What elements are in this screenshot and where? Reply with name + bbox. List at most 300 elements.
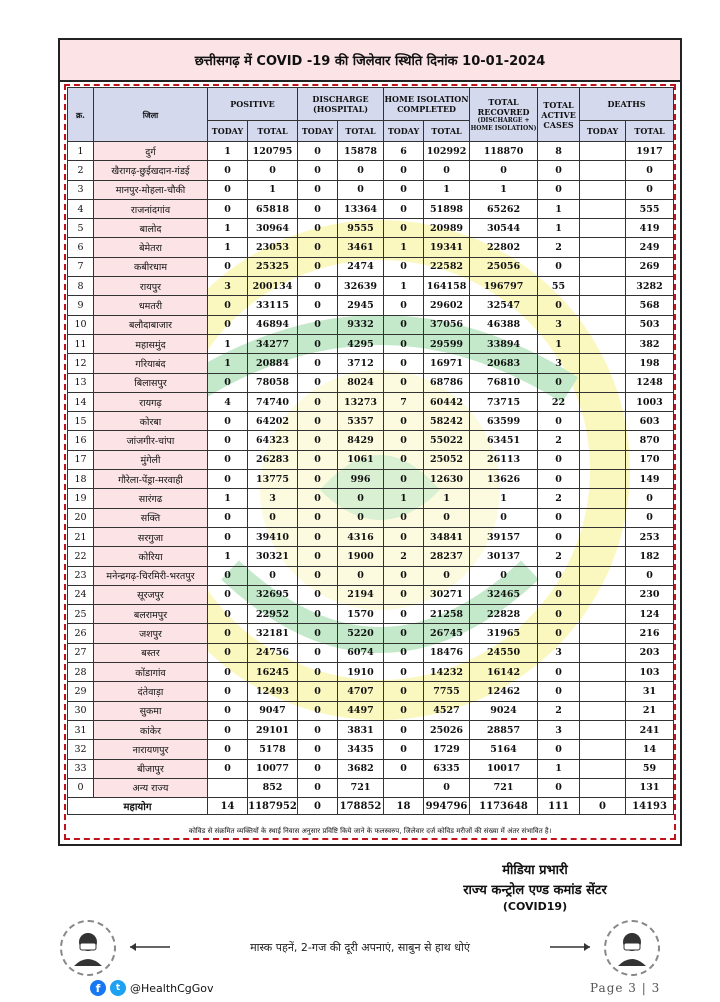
row-value: 0 (384, 663, 424, 682)
row-value: 249 (626, 238, 674, 257)
table-row (68, 180, 674, 199)
row-value: 23053 (248, 238, 298, 257)
row-district: मुंगेली (94, 450, 208, 469)
row-value: 3 (538, 643, 580, 662)
row-value: 30137 (470, 547, 538, 566)
row-value: 29599 (424, 334, 470, 353)
row-value: 0 (248, 508, 298, 527)
row-value: 65262 (470, 199, 538, 218)
header-deaths: DEATHS (580, 88, 674, 121)
row-value: 0 (298, 219, 338, 238)
row-value: 1 (384, 489, 424, 508)
row-sno: 0 (68, 778, 94, 797)
row-value: 0 (384, 315, 424, 334)
row-value: 3831 (338, 720, 384, 739)
row-value: 0 (298, 315, 338, 334)
row-value: 1 (248, 180, 298, 199)
row-value: 0 (424, 566, 470, 585)
row-value: 32181 (248, 624, 298, 643)
row-value: 0 (470, 566, 538, 585)
row-value (580, 277, 626, 296)
row-value: 1 (208, 547, 248, 566)
row-value (580, 431, 626, 450)
row-value: 555 (626, 199, 674, 218)
row-value: 2 (538, 489, 580, 508)
total-cell: 1173648 (470, 798, 538, 815)
row-value: 0 (338, 161, 384, 180)
row-value: 32465 (470, 585, 538, 604)
row-value: 1061 (338, 450, 384, 469)
row-value: 32547 (470, 296, 538, 315)
row-value: 0 (470, 161, 538, 180)
table-row (68, 778, 674, 797)
row-sno: 22 (68, 547, 94, 566)
row-value: 0 (338, 566, 384, 585)
row-sno: 26 (68, 624, 94, 643)
row-value: 0 (298, 585, 338, 604)
row-value: 0 (538, 624, 580, 643)
row-value: 1 (538, 219, 580, 238)
row-value: 24756 (248, 643, 298, 662)
row-value: 63451 (470, 431, 538, 450)
row-value: 0 (298, 277, 338, 296)
row-value: 103 (626, 663, 674, 682)
row-value: 0 (538, 778, 580, 797)
row-value: 8 (538, 142, 580, 161)
row-value: 76810 (470, 373, 538, 392)
row-value: 0 (298, 527, 338, 546)
row-sno: 5 (68, 219, 94, 238)
row-value: 1 (538, 759, 580, 778)
row-value: 20989 (424, 219, 470, 238)
row-value: 0 (298, 489, 338, 508)
row-value: 25056 (470, 257, 538, 276)
total-cell: 0 (298, 798, 338, 815)
row-district: दुर्ग (94, 142, 208, 161)
row-value: 0 (298, 334, 338, 353)
row-district: सक्ति (94, 508, 208, 527)
table-row (68, 392, 674, 411)
row-sno: 17 (68, 450, 94, 469)
table-row (68, 527, 674, 546)
row-value: 0 (384, 296, 424, 315)
header-positive-total: TOTAL (248, 121, 298, 142)
row-value (580, 180, 626, 199)
row-value: 0 (538, 373, 580, 392)
row-value: 0 (338, 489, 384, 508)
row-value: 0 (538, 470, 580, 489)
row-value: 25052 (424, 450, 470, 469)
row-value: 0 (208, 740, 248, 759)
row-value (580, 373, 626, 392)
row-district: खैरागढ़-छुईखदान-गंडई (94, 161, 208, 180)
row-value (580, 219, 626, 238)
row-district: कोरिया (94, 547, 208, 566)
row-value: 0 (384, 334, 424, 353)
row-value: 1 (538, 334, 580, 353)
row-value: 22828 (470, 605, 538, 624)
row-value: 0 (424, 161, 470, 180)
row-value: 0 (384, 605, 424, 624)
row-district: गरियाबंद (94, 354, 208, 373)
row-value: 0 (298, 354, 338, 373)
table-row (68, 547, 674, 566)
header-home-total: TOTAL (424, 121, 470, 142)
row-value: 0 (384, 624, 424, 643)
row-value: 2194 (338, 585, 384, 604)
row-district: रायपुर (94, 277, 208, 296)
row-value: 124 (626, 605, 674, 624)
row-value: 68786 (424, 373, 470, 392)
row-value: 4295 (338, 334, 384, 353)
row-value: 0 (208, 315, 248, 334)
table-row (68, 663, 674, 682)
row-value: 58242 (424, 412, 470, 431)
row-value: 0 (538, 663, 580, 682)
header-deaths-today: TODAY (580, 121, 626, 142)
row-value (580, 161, 626, 180)
row-value (384, 778, 424, 797)
row-sno: 12 (68, 354, 94, 373)
header-deaths-total: TOTAL (626, 121, 674, 142)
header-home-isolation: HOME ISOLATION COMPLETED (384, 88, 470, 121)
row-value: 4497 (338, 701, 384, 720)
row-value: 0 (298, 566, 338, 585)
row-value: 0 (384, 508, 424, 527)
row-value: 0 (208, 663, 248, 682)
row-value: 4316 (338, 527, 384, 546)
row-value: 1 (470, 489, 538, 508)
row-value: 13775 (248, 470, 298, 489)
row-district: सुकमा (94, 701, 208, 720)
row-value: 118870 (470, 142, 538, 161)
row-value: 34277 (248, 334, 298, 353)
row-value: 74740 (248, 392, 298, 411)
table-row (68, 219, 674, 238)
row-value: 8429 (338, 431, 384, 450)
row-value: 28237 (424, 547, 470, 566)
row-value: 0 (626, 508, 674, 527)
table-row (68, 354, 674, 373)
row-value: 33115 (248, 296, 298, 315)
row-value (580, 547, 626, 566)
row-value: 1 (384, 277, 424, 296)
row-value: 0 (384, 759, 424, 778)
table-row (68, 740, 674, 759)
row-sno: 24 (68, 585, 94, 604)
row-value: 0 (298, 720, 338, 739)
row-value: 0 (424, 778, 470, 797)
row-value: 12630 (424, 470, 470, 489)
row-value: 182 (626, 547, 674, 566)
row-value: 0 (298, 296, 338, 315)
row-sno: 25 (68, 605, 94, 624)
row-value: 3 (208, 277, 248, 296)
row-value: 2 (538, 238, 580, 257)
row-value: 0 (384, 257, 424, 276)
row-value: 51898 (424, 199, 470, 218)
row-value: 0 (338, 180, 384, 199)
header-home-today: TODAY (384, 121, 424, 142)
table-row (68, 605, 674, 624)
table-body (68, 142, 674, 798)
header-positive: POSITIVE (208, 88, 298, 121)
row-value: 26745 (424, 624, 470, 643)
row-value (208, 778, 248, 797)
row-value: 0 (538, 585, 580, 604)
row-value: 852 (248, 778, 298, 797)
table-row (68, 759, 674, 778)
header-positive-today: TODAY (208, 121, 248, 142)
table-row (68, 701, 674, 720)
row-value: 0 (208, 720, 248, 739)
row-district: नारायणपुर (94, 740, 208, 759)
row-value (580, 354, 626, 373)
social-handle[interactable] (90, 980, 214, 996)
row-value: 0 (538, 180, 580, 199)
row-value: 25325 (248, 257, 298, 276)
row-value: 3712 (338, 354, 384, 373)
row-value (580, 682, 626, 701)
row-value: 0 (298, 470, 338, 489)
row-value: 1900 (338, 547, 384, 566)
page-number: Page 3 | 3 (590, 981, 661, 995)
row-value: 0 (538, 566, 580, 585)
row-district: रायगढ़ (94, 392, 208, 411)
row-district: बलरामपुर (94, 605, 208, 624)
row-value: 1248 (626, 373, 674, 392)
row-value: 0 (538, 527, 580, 546)
row-value: 0 (208, 759, 248, 778)
row-value: 2 (538, 547, 580, 566)
row-value: 1 (208, 142, 248, 161)
table-row (68, 142, 674, 161)
row-sno: 31 (68, 720, 94, 739)
row-value: 0 (298, 412, 338, 431)
row-value: 568 (626, 296, 674, 315)
signature-line1: मीडिया प्रभारी (502, 863, 568, 878)
signature-line2: राज्य कन्ट्रोल एण्ड कमांड सेंटर (463, 883, 607, 898)
total-row (68, 798, 674, 815)
row-value: 0 (208, 257, 248, 276)
row-value: 253 (626, 527, 674, 546)
row-value: 721 (338, 778, 384, 797)
row-sno: 15 (68, 412, 94, 431)
row-value: 0 (338, 508, 384, 527)
row-value (580, 508, 626, 527)
row-value (580, 566, 626, 585)
table-row (68, 489, 674, 508)
row-value (580, 450, 626, 469)
row-value: 0 (298, 624, 338, 643)
row-value: 0 (384, 527, 424, 546)
row-value: 0 (298, 682, 338, 701)
footnote: कोविड से संक्रमित व्यक्तियों के स्थाई निवास अनुसार प्रविष्टि किये जाने के फलस्वरुप, जिलेवार दर्ज कोविड मरीजों की संख्या में अंतर संभावित है। (188, 827, 552, 835)
table-row (68, 257, 674, 276)
row-value: 0 (208, 643, 248, 662)
row-value: 120795 (248, 142, 298, 161)
row-value: 0 (384, 740, 424, 759)
row-value: 0 (538, 257, 580, 276)
row-value: 13626 (470, 470, 538, 489)
row-value: 0 (298, 605, 338, 624)
row-sno: 3 (68, 180, 94, 199)
row-value: 0 (384, 180, 424, 199)
row-sno: 8 (68, 277, 94, 296)
row-district: महासमुंद (94, 334, 208, 353)
row-district: कांकेर (94, 720, 208, 739)
row-value: 16971 (424, 354, 470, 373)
row-district: अन्य राज्य (94, 778, 208, 797)
row-value: 2474 (338, 257, 384, 276)
row-value: 0 (384, 720, 424, 739)
header-total-recovered-label: TOTAL RECOVRED (477, 96, 530, 117)
row-value: 203 (626, 643, 674, 662)
slogan-text: मास्क पहनें, 2-गज की दूरी अपनाएं, साबुन से हाथ धोएं (250, 941, 470, 954)
row-value: 1 (208, 489, 248, 508)
row-sno: 13 (68, 373, 94, 392)
row-value: 22802 (470, 238, 538, 257)
row-sno: 6 (68, 238, 94, 257)
row-district: सूरजपुर (94, 585, 208, 604)
row-value: 64202 (248, 412, 298, 431)
row-value: 0 (248, 161, 298, 180)
row-value: 0 (538, 412, 580, 431)
row-value: 7 (384, 392, 424, 411)
row-value: 0 (298, 508, 338, 527)
row-value: 198 (626, 354, 674, 373)
table-row (68, 450, 674, 469)
row-value: 25026 (424, 720, 470, 739)
signature-line3: (COVID19) (502, 900, 568, 913)
row-value: 3435 (338, 740, 384, 759)
row-value: 13273 (338, 392, 384, 411)
row-value: 1 (470, 180, 538, 199)
row-value: 1 (538, 199, 580, 218)
row-value: 63599 (470, 412, 538, 431)
total-cell: 18 (384, 798, 424, 815)
row-value: 1 (208, 354, 248, 373)
row-value: 1 (424, 489, 470, 508)
row-value: 0 (208, 605, 248, 624)
row-value (580, 585, 626, 604)
header-discharge-today: TODAY (298, 121, 338, 142)
table-row (68, 431, 674, 450)
row-value (580, 142, 626, 161)
handle-text: @HealthCgGov (130, 981, 214, 995)
row-district: जशपुर (94, 624, 208, 643)
row-value: 0 (538, 682, 580, 701)
row-value: 3461 (338, 238, 384, 257)
row-value: 3682 (338, 759, 384, 778)
row-value: 0 (208, 412, 248, 431)
row-value: 382 (626, 334, 674, 353)
row-value (580, 527, 626, 546)
table-row (68, 277, 674, 296)
total-cell: 14193 (626, 798, 674, 815)
row-sno: 29 (68, 682, 94, 701)
row-value (580, 199, 626, 218)
row-value: 0 (208, 199, 248, 218)
row-sno: 28 (68, 663, 94, 682)
row-value: 0 (208, 508, 248, 527)
row-value: 721 (470, 778, 538, 797)
row-value: 6335 (424, 759, 470, 778)
row-value: 14232 (424, 663, 470, 682)
row-value: 170 (626, 450, 674, 469)
row-value: 0 (538, 161, 580, 180)
row-value: 5357 (338, 412, 384, 431)
table-row (68, 566, 674, 585)
row-value: 32695 (248, 585, 298, 604)
row-value: 0 (470, 508, 538, 527)
row-value: 10077 (248, 759, 298, 778)
row-value: 2 (538, 431, 580, 450)
row-value: 0 (538, 450, 580, 469)
row-value (580, 296, 626, 315)
row-value: 0 (298, 392, 338, 411)
row-value: 55 (538, 277, 580, 296)
row-value: 149 (626, 470, 674, 489)
row-value: 24550 (470, 643, 538, 662)
row-value: 0 (384, 354, 424, 373)
table-row (68, 315, 674, 334)
row-value: 870 (626, 431, 674, 450)
row-value: 419 (626, 219, 674, 238)
row-value: 4527 (424, 701, 470, 720)
header-sno: क्र. (68, 88, 94, 142)
row-sno: 4 (68, 199, 94, 218)
row-value: 31 (626, 682, 674, 701)
row-value: 0 (208, 296, 248, 315)
row-value (580, 315, 626, 334)
row-value (580, 605, 626, 624)
row-value: 55022 (424, 431, 470, 450)
covid-table-wrap (67, 87, 673, 815)
row-sno: 11 (68, 334, 94, 353)
row-value: 9047 (248, 701, 298, 720)
row-sno: 10 (68, 315, 94, 334)
row-value: 0 (208, 180, 248, 199)
row-value: 2 (384, 547, 424, 566)
row-value (580, 663, 626, 682)
row-value: 1570 (338, 605, 384, 624)
row-district: बेमेतरा (94, 238, 208, 257)
row-value: 196797 (470, 277, 538, 296)
row-value: 0 (626, 489, 674, 508)
row-value: 1 (208, 219, 248, 238)
row-value: 0 (248, 566, 298, 585)
row-district: जांजगीर-चांपा (94, 431, 208, 450)
row-value: 0 (384, 161, 424, 180)
row-value: 16142 (470, 663, 538, 682)
total-cell: 0 (580, 798, 626, 815)
row-value (580, 257, 626, 276)
row-value (580, 489, 626, 508)
row-value (580, 778, 626, 797)
row-value: 65818 (248, 199, 298, 218)
row-value: 0 (384, 412, 424, 431)
row-value: 0 (298, 450, 338, 469)
row-value: 1910 (338, 663, 384, 682)
row-value: 7755 (424, 682, 470, 701)
row-value: 26283 (248, 450, 298, 469)
header-discharge-total: TOTAL (338, 121, 384, 142)
total-cell: 1187952 (248, 798, 298, 815)
row-value: 0 (298, 142, 338, 161)
table-row (68, 720, 674, 739)
row-value: 0 (298, 701, 338, 720)
